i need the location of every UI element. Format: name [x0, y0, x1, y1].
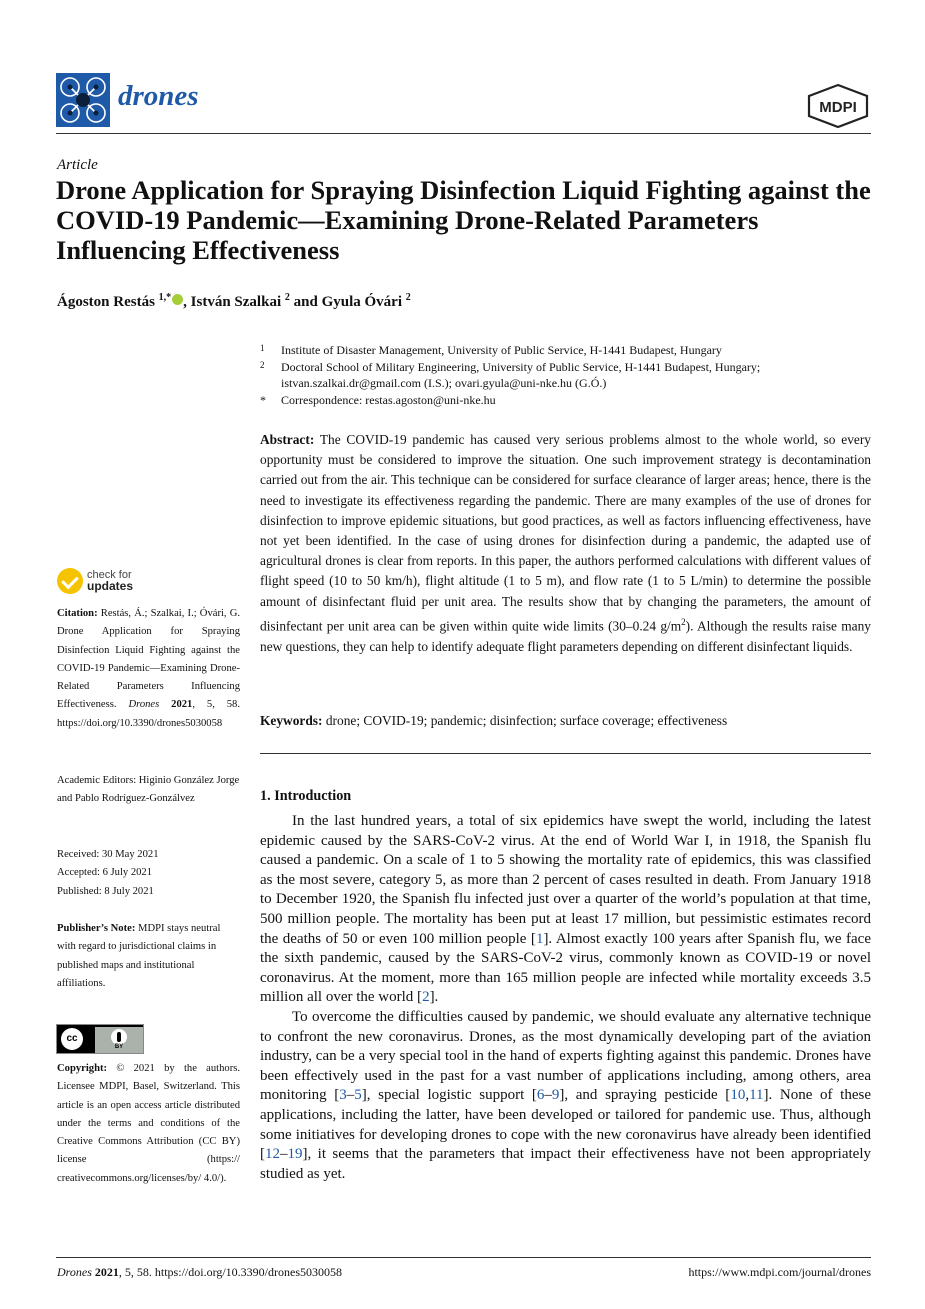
journal-logo-icon: [56, 73, 110, 127]
paragraph-text: ], and spraying pesticide [: [559, 1087, 731, 1104]
cc-by-license-icon[interactable]: [56, 1024, 144, 1054]
cc-icon: cc: [61, 1028, 83, 1050]
affiliation-list: [260, 342, 871, 408]
copyright-label: Copyright:: [57, 1063, 108, 1074]
person-icon: [111, 1029, 127, 1045]
author-name: Ágoston Restás: [57, 294, 155, 310]
affiliation-text: Doctoral School of Military Engineering, University of Public Service, H-1441 Budapest, Hungary; istvan.szalkai.dr@gmail.com (I.S.); ovari.gyula@uni-nke.hu (G.Ó.): [281, 359, 761, 391]
paragraph-text: In the last hundred years, a total of six epidemics have swept the world, including the latest epidemic caused by the SARS-CoV-2 virus. At the end of World War I, in 1918, the Spanish flu caused a pandemic. On a scale of 1 to 5 showing the mortality rate of epidemics, this was classified as the most severe, category 5, as more than 2 percent of cases resulted in death. From January 1918 to December 1920, the Spanish flu infected just over a quarter of the world’s population at that time, 500 million people. The mortality has been put at least 17 million, but pessimistic estimates record the deaths of 50 or even 100 million people [: [260, 813, 871, 947]
affiliation-mark: *: [260, 392, 266, 407]
check-updates-line1: check for: [87, 569, 132, 581]
published-date: Published: 8 July 2021: [57, 885, 154, 897]
citation-link[interactable]: 12: [265, 1146, 280, 1163]
body-text: [260, 812, 871, 1184]
abstract: [260, 430, 871, 657]
footer-divider: [56, 1257, 871, 1258]
citation-text: Restás, Á.; Szalkai, I.; Óvári, G. Drone Application for Spraying Disinfection Liquid Fighting against the COVID-19 Pandemic—Examining Drone-Related Parameters Influencing Effectiveness.: [57, 608, 240, 711]
paragraph-text: –: [346, 1087, 355, 1104]
citation-label: Citation:: [57, 608, 98, 619]
paragraph-text: –: [544, 1087, 552, 1104]
by-label: BY: [114, 1044, 124, 1050]
article-title: Drone Application for Spraying Disinfection Liquid Fighting against the COVID-19 Pandemic—Examining Drone-Related Parameters Influencing Effectiveness: [56, 175, 871, 265]
check-updates-line2: updates: [87, 579, 134, 593]
paragraph-text: ], special logistic support [: [361, 1087, 537, 1104]
citation-year: 2021: [171, 699, 193, 711]
abstract-text: The COVID-19 pandemic has caused very serious problems almost to the whole world, so every opportunity must be considered to improve the situation. One such improvement strategy is decontamination carried out from the air. This technique can be considered for surface clearance of larger areas; hence, there is the need to investigate its effectiveness regarding the pandemic. There are many examples of the use of drones for disinfection to improve epidemic situations, but good practices, as well as factors influencing effectiveness, have not yet been identified. In the case of using drones for disinfection during a pandemic, the adapted use of agricultural drones is clear from reports. In this paper, the authors performed calculations with different values of flight speed (10 to 50 km/h), flight altitude (1 to 5 m), and flow rate (1 to 5 L/min) to determine the possible amount of disinfectant fluid per unit area. The results show that by changing the parameters, the amount of disinfectant per unit area can be given within quite wide limits (30–0.24 g/m: [260, 432, 871, 634]
abstract-divider: [260, 753, 871, 754]
abstract-text-tail: ). Although the results raise many new questions, they can help to identify adequate flight parameters depending on different disinfectant liquids.: [260, 618, 871, 654]
affiliation-item: [260, 342, 871, 359]
citation-link[interactable]: 6: [536, 1087, 545, 1104]
academic-editors: Academic Editors: Higinio González Jorge and Pablo Rodríguez-Gonzálvez: [57, 775, 240, 805]
paragraph-text: ]. None of these applications, including the latter, have been developed or tailored for pandemic use. Thus, although some initiatives for developing drones to cope with the new coronavirus have already been identified [: [260, 1087, 871, 1163]
paragraph-text: ]. Almost exactly 100 years after Spanish flu, we face the sixth pandemic, caused by the SARS-CoV-2 virus, commonly known as COVID-19 or novel coronavirus. At the moment, more than 165 million people are infected while mortality exceeds 3.5 million all over the world [: [260, 930, 871, 1006]
keywords-label: Keywords:: [260, 713, 323, 728]
check-for-updates-button[interactable]: [57, 568, 167, 596]
check-updates-label: [87, 570, 133, 593]
author-name: Gyula Óvári: [321, 294, 402, 310]
author-separator: ,: [183, 294, 191, 310]
citation-link[interactable]: 10: [730, 1087, 746, 1104]
affiliation-text: Correspondence: restas.agoston@uni-nke.hu: [281, 392, 496, 407]
publisher-note-text: MDPI stays neutral with regard to jurisdictional claims in published maps and institutional affiliations.: [57, 923, 221, 989]
orcid-icon[interactable]: [172, 294, 183, 305]
by-icon: [95, 1027, 143, 1053]
citation-link[interactable]: 1: [535, 930, 544, 947]
header-divider: [56, 133, 871, 134]
publisher-note-label: Publisher’s Note:: [57, 923, 136, 934]
citation-link[interactable]: 2: [422, 989, 430, 1006]
paragraph-text: To overcome the difficulties caused by pandemic, we should evaluate any alternative technique to confront the new coronavirus. Drones, as the most dynamically developing part of the aviation industry, can be a very special tool in the hand of experts fighting against this pandemic. Drones have been effectively used in the past for a vast number of applications including, among others, area monitoring [: [260, 1008, 871, 1104]
citation-block: [57, 605, 240, 733]
author-conjunction: and: [289, 294, 322, 310]
body-paragraph: [260, 1008, 871, 1184]
affiliation-text: Institute of Disaster Management, University of Public Service, H-1441 Budapest, Hungary: [281, 343, 722, 357]
keywords: [260, 711, 871, 731]
footer-journal: Drones: [57, 1265, 92, 1279]
citation-link[interactable]: 3: [339, 1087, 347, 1104]
paragraph-text: ,: [745, 1087, 750, 1104]
copyright-block: [57, 1060, 240, 1188]
section-heading: 1. Introduction: [260, 788, 352, 804]
citation-link[interactable]: 5: [354, 1087, 362, 1104]
footer-doi[interactable]: , 5, 58. https://doi.org/10.3390/drones5030058: [118, 1265, 343, 1279]
affiliation-mark: 2: [260, 359, 265, 370]
article-type: Article: [57, 157, 98, 173]
citation-journal: Drones: [128, 699, 160, 711]
check-icon: [57, 568, 83, 594]
citation-link[interactable]: 11: [749, 1087, 764, 1104]
author-affiliation-mark: 2: [284, 292, 290, 303]
journal-name[interactable]: drones: [118, 80, 199, 112]
citation-link[interactable]: 9: [551, 1087, 560, 1104]
author-list: [57, 292, 411, 311]
publication-dates: [57, 846, 240, 901]
footer-year: 2021: [94, 1265, 119, 1279]
citation-link[interactable]: 19: [287, 1146, 303, 1163]
mdpi-logo-icon[interactable]: [805, 83, 871, 129]
author-name: István Szalkai: [190, 294, 282, 310]
author-affiliation-mark: 1,*: [158, 292, 172, 303]
paragraph-text: ].: [429, 989, 439, 1006]
citation-doi[interactable]: , 5, 58. https://doi.org/10.3390/drones5030058: [57, 699, 240, 729]
footer-journal-url[interactable]: https://www.mdpi.com/journal/drones: [688, 1265, 871, 1279]
accepted-date: Accepted: 6 July 2021: [57, 867, 153, 879]
affiliation-mark: 1: [260, 343, 265, 353]
author-affiliation-mark: 2: [405, 292, 411, 303]
affiliation-item: [260, 359, 871, 392]
paragraph-text: –: [280, 1146, 288, 1163]
received-date: Received: 30 May 2021: [57, 849, 159, 860]
keywords-text: drone; COVID-19; pandemic; disinfection; surface coverage; effectiveness: [325, 713, 728, 728]
affiliation-item: [260, 392, 871, 409]
abstract-label: Abstract:: [260, 432, 315, 447]
abstract-superscript: 2: [681, 616, 686, 627]
publisher-note: [57, 920, 240, 993]
copyright-text: © 2021 by the authors. Licensee MDPI, Basel, Switzerland. This article is an open access article distributed under the terms and conditions of the Creative Commons Attribution (CC BY) license (https:// creativecommons.org/licenses/by/ 4.0/).: [57, 1063, 241, 1184]
paragraph-text: ], it seems that the parameters that impact their effectiveness have not been appropriately studied as yet.: [260, 1146, 871, 1182]
publisher-logo-text: MDPI: [819, 99, 857, 116]
footer-citation: [57, 1265, 342, 1280]
body-paragraph: [260, 812, 871, 1008]
